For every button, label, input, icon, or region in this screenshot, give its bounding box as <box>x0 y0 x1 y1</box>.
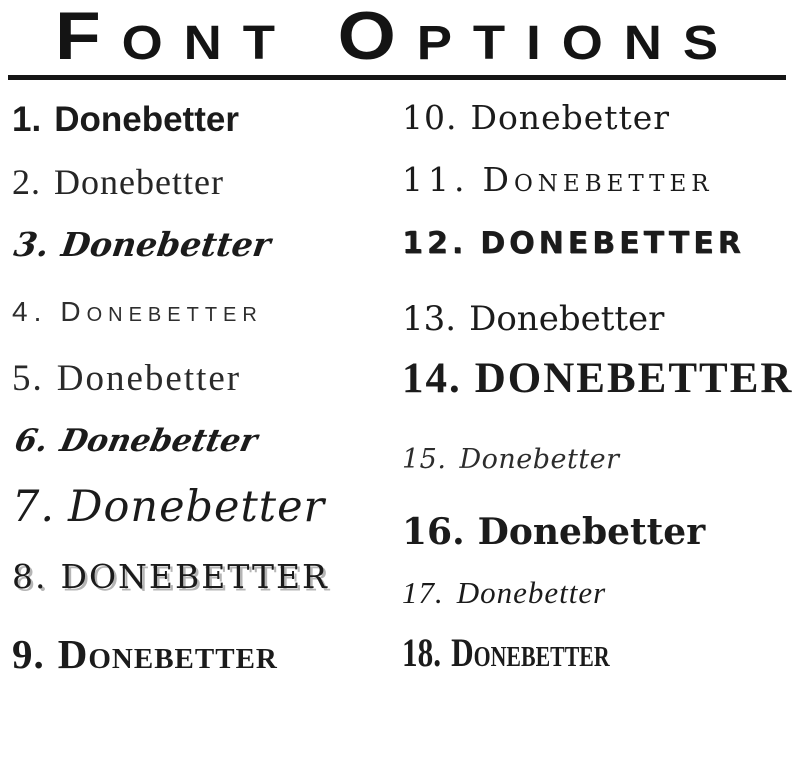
font-option-number: 18. <box>402 630 441 675</box>
font-option-number: 7. <box>12 482 56 532</box>
font-sample-text: Donebetter <box>60 296 263 327</box>
font-sample-text: Donebetter <box>59 225 274 264</box>
font-sample-text: Donebetter <box>54 162 224 202</box>
font-option-number: 6. <box>11 423 52 459</box>
font-sample-text: Donebetter <box>56 423 261 459</box>
font-sample-text: Donebetter <box>56 358 242 399</box>
title-underline <box>8 75 786 80</box>
font-option-18 <box>402 630 610 675</box>
font-sample-text: DONEBETTER <box>60 557 329 596</box>
font-option-number: 1. <box>12 100 42 139</box>
font-option-3 <box>11 225 274 264</box>
font-sample-text: Donebetter <box>57 631 278 677</box>
font-option-13 <box>402 299 665 339</box>
font-option-number: 4. <box>12 296 48 327</box>
font-option-number: 13. <box>402 299 457 339</box>
font-option-4 <box>12 298 263 326</box>
font-sample-text: Donebetter <box>54 100 239 139</box>
font-sample-text: DONEBETTER <box>474 355 794 402</box>
font-option-number: 16. <box>402 511 465 553</box>
font-sample-text: Donebetter <box>477 511 706 553</box>
font-option-9 <box>12 631 278 677</box>
font-sample-text: Donebetter <box>451 630 610 675</box>
font-option-number: 14. <box>402 355 462 402</box>
font-option-12 <box>402 226 745 261</box>
page-header <box>8 2 786 80</box>
font-sample-text: Donebetter <box>482 160 714 199</box>
font-option-1 <box>12 102 239 137</box>
font-option-10 <box>402 98 671 137</box>
font-option-number: 8. <box>12 557 48 596</box>
font-option-11 <box>402 160 714 199</box>
font-option-number: 2. <box>12 162 41 202</box>
font-sample-text: Donebetter <box>68 482 326 532</box>
font-option-8 <box>12 557 329 596</box>
font-option-17 <box>402 577 606 608</box>
font-option-number: 10. <box>402 98 458 137</box>
font-option-15 <box>402 446 620 473</box>
font-option-number: 12. <box>402 226 468 261</box>
font-option-5 <box>12 360 241 397</box>
font-sample-text: Donebetter <box>459 444 620 475</box>
font-sample-text: DONEBETTER <box>480 226 745 261</box>
font-sample-text: Donebetter <box>469 299 665 339</box>
font-option-number: 11. <box>402 160 470 199</box>
font-option-number: 15. <box>402 444 447 475</box>
font-option-number: 17. <box>402 575 444 610</box>
font-option-number: 5. <box>12 358 44 399</box>
font-option-number: 3. <box>11 225 52 264</box>
font-option-2 <box>12 164 224 200</box>
font-option-16 <box>402 511 706 553</box>
font-sample-text: Donebetter <box>470 98 671 137</box>
font-option-number: 9. <box>12 631 45 677</box>
page-title: Font Options <box>55 0 739 74</box>
font-option-14 <box>402 357 793 400</box>
font-sample-text: Donebetter <box>456 575 607 610</box>
font-option-6 <box>11 423 261 459</box>
font-option-7 <box>12 482 326 532</box>
